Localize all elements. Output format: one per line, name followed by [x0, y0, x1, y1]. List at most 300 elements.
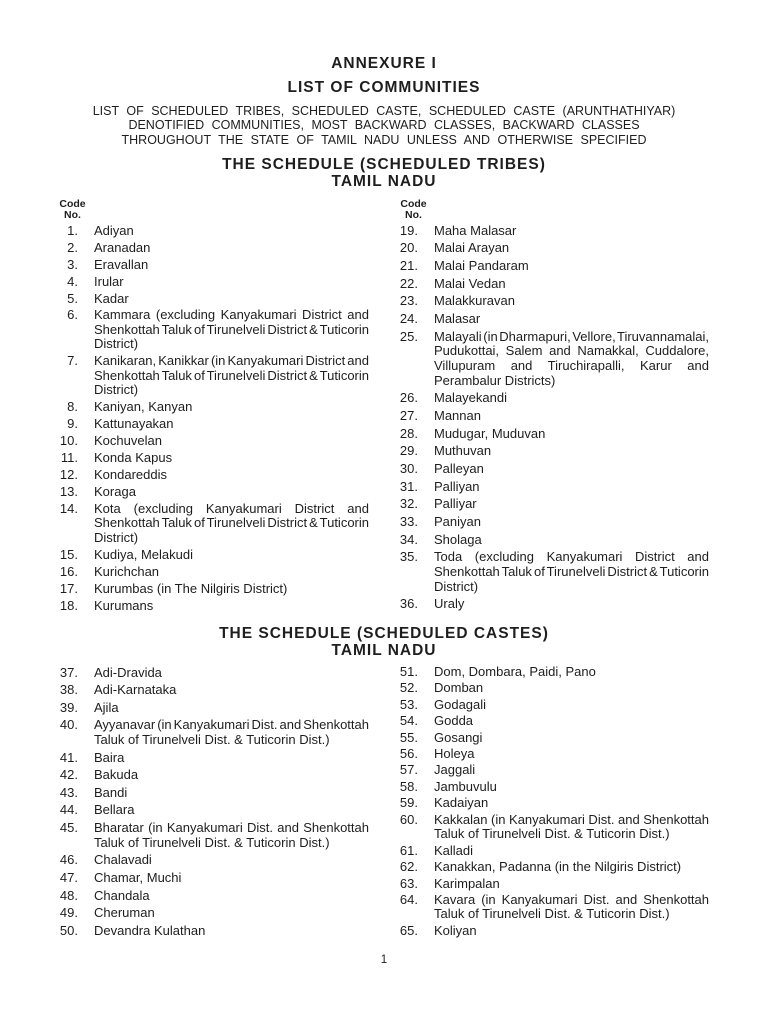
st-heading-state: TAMIL NADU [331, 172, 437, 190]
community-name-text: Taluk of Tirunelveli Dist. & Tuticorin Dist.) [94, 732, 330, 748]
community-item [380, 877, 709, 892]
code-number: 50. [59, 922, 78, 938]
community-item [380, 597, 709, 612]
community-name-line [434, 515, 709, 530]
community-name-line [94, 870, 369, 885]
community-name-line [94, 292, 369, 307]
community-name-text: Kaniyan, Kanyan [94, 399, 193, 415]
community-item [380, 480, 709, 495]
community-name-line [94, 337, 369, 352]
community-name-text: Adiyan [94, 222, 134, 238]
no-label: No. [64, 208, 81, 221]
community-item [40, 485, 369, 500]
community-name-line [434, 580, 709, 595]
code-number: 31. [399, 478, 418, 494]
community-name-line [434, 877, 709, 892]
community-name-text: Perambalur Districts) [434, 372, 556, 388]
code-number: 43. [59, 784, 78, 800]
community-item [40, 258, 369, 273]
community-name-line [94, 717, 369, 732]
community-item [380, 813, 709, 842]
code-no-header-left [53, 199, 93, 221]
community-name-text: Taluk of Tirunelveli Dist. & Tuticorin Dist.) [434, 826, 670, 842]
community-name-line [94, 548, 369, 563]
community-name-line [94, 700, 369, 715]
code-number: 1. [67, 222, 78, 238]
community-name-text: Kurumans [94, 597, 154, 613]
community-item [380, 893, 709, 922]
code-number: 9. [67, 416, 78, 432]
community-name [94, 905, 369, 920]
community-name-line [434, 374, 709, 389]
community-name [434, 259, 709, 274]
code-number: 53. [399, 696, 418, 712]
code-number: 11. [60, 450, 78, 466]
community-item [380, 780, 709, 795]
community-name-text: Kalladi [434, 842, 474, 858]
community-name-text: Domban [434, 680, 484, 696]
community-item [40, 565, 369, 580]
code-number: 25. [399, 328, 418, 344]
community-item [380, 330, 709, 388]
code-number: 42. [59, 767, 78, 783]
community-name-line [434, 391, 709, 406]
community-name-text: Maha Malasar [434, 222, 517, 238]
community-name [434, 391, 709, 406]
community-name [434, 747, 709, 762]
community-name [434, 681, 709, 696]
community-name [94, 888, 369, 903]
community-name-text: Toda (excluding Kanyakumari District and [434, 549, 709, 565]
community-name-line [94, 785, 369, 800]
community-name [94, 599, 369, 614]
community-name [94, 275, 369, 290]
community-name-text: Shenkottah Taluk of Tirunelveli District & Tuticorin [434, 564, 709, 580]
code-number: 60. [399, 811, 418, 827]
community-name [94, 468, 369, 483]
community-name-text: Jaggali [434, 762, 476, 778]
code-number: 19. [399, 222, 418, 238]
community-item [40, 767, 369, 782]
code-number: 27. [399, 407, 418, 423]
code-number: 57. [399, 762, 418, 778]
code-number: 48. [59, 887, 78, 903]
community-item [40, 400, 369, 415]
code-number: 21. [399, 258, 418, 274]
community-name-line [94, 383, 369, 398]
community-name-text: Malayekandi [434, 390, 507, 406]
community-item [380, 747, 709, 762]
page-title: LIST OF COMMUNITIES [287, 79, 481, 96]
community-name [94, 750, 369, 765]
community-name-text: Eravallan [94, 256, 149, 272]
community-name-line [434, 827, 709, 842]
no-label: No. [405, 208, 422, 221]
community-name-line [94, 434, 369, 449]
community-name-text: Bakuda [94, 767, 139, 783]
community-name-text: Irular [94, 273, 124, 289]
community-name [434, 796, 709, 811]
community-name-line [94, 224, 369, 239]
community-item [380, 444, 709, 459]
community-name-text: Bellara [94, 802, 135, 818]
community-item [40, 434, 369, 449]
community-name [94, 852, 369, 867]
subtitle [0, 104, 768, 148]
community-name-line [94, 750, 369, 765]
community-name-text: Taluk of Tirunelveli Dist. & Tuticorin Dist.) [94, 834, 330, 850]
community-item [40, 802, 369, 817]
community-name [434, 860, 709, 875]
page-number: 1 [380, 954, 388, 966]
community-item [380, 497, 709, 512]
community-item [380, 763, 709, 778]
community-name-text: Kavara (in Kanyakumari Dist. and Shenkottah [434, 891, 709, 907]
community-name-text: Palliyan [434, 478, 480, 494]
community-name [94, 434, 369, 449]
community-name-line [94, 565, 369, 580]
community-item [40, 888, 369, 903]
code-number: 58. [399, 778, 418, 794]
st-left-column [40, 224, 369, 616]
code-number: 35. [399, 549, 418, 565]
community-name-text: Karimpalan [434, 875, 500, 891]
community-name-text: District) [94, 529, 139, 545]
code-number: 8. [67, 399, 78, 415]
community-name [434, 312, 709, 327]
community-name [94, 565, 369, 580]
code-label: Code [59, 197, 86, 210]
community-item [40, 923, 369, 938]
community-name-line [94, 905, 369, 920]
community-name-line [434, 796, 709, 811]
community-name-text: Malai Arayan [434, 240, 510, 256]
community-name-line [434, 312, 709, 327]
code-number: 54. [399, 713, 418, 729]
community-name-text: Adi-Dravida [94, 664, 162, 680]
community-name-text: Ajila [94, 699, 119, 715]
community-item [380, 312, 709, 327]
community-name [434, 698, 709, 713]
community-name [434, 497, 709, 512]
sc-heading-state: TAMIL NADU [331, 641, 437, 659]
community-item [40, 224, 369, 239]
community-name-line [94, 369, 369, 384]
community-name-text: Shenkottah Taluk of Tirunelveli District & Tuticorin [94, 515, 369, 531]
community-name-line [94, 820, 369, 835]
community-name [94, 451, 369, 466]
community-name-text: District) [94, 382, 139, 398]
community-item [380, 391, 709, 406]
community-name-text: Villupuram and Tiruchirapalli, Karur and [434, 358, 709, 373]
community-name-text: Konda Kapus [94, 450, 173, 466]
code-number: 49. [59, 905, 78, 921]
community-name-line [94, 451, 369, 466]
subtitle-line: THROUGHOUT THE STATE OF TAMIL NADU UNLESS AND OTHERWISE SPECIFIED [121, 132, 647, 147]
community-item [40, 682, 369, 697]
community-name-line [434, 763, 709, 778]
community-name-text: Malasar [434, 311, 481, 327]
community-name-line [434, 480, 709, 495]
code-number: 41. [59, 749, 78, 765]
community-name-line [434, 681, 709, 696]
community-item [40, 241, 369, 256]
community-name-text: Palleyan [434, 461, 484, 477]
community-name-line [434, 497, 709, 512]
community-name-line [434, 565, 709, 580]
community-name-line [434, 427, 709, 442]
community-name-line [94, 888, 369, 903]
community-name [434, 893, 709, 922]
code-number: 51. [399, 663, 418, 679]
community-name-line [434, 294, 709, 309]
community-name-line [94, 417, 369, 432]
community-name [94, 682, 369, 697]
community-item [40, 468, 369, 483]
community-item [380, 294, 709, 309]
community-item [380, 844, 709, 859]
community-name-line [94, 732, 369, 747]
code-number: 15. [59, 546, 78, 562]
community-name [94, 400, 369, 415]
community-name-line [94, 665, 369, 680]
code-number: 23. [399, 293, 418, 309]
community-name-line [434, 780, 709, 795]
community-name-text: Baira [94, 749, 125, 765]
code-number: 40. [59, 717, 78, 733]
community-name [434, 924, 709, 939]
community-item [40, 548, 369, 563]
annexure-heading: ANNEXURE I [331, 55, 437, 72]
community-name-line [434, 462, 709, 477]
community-name [434, 294, 709, 309]
community-name [94, 548, 369, 563]
code-number: 56. [399, 745, 418, 761]
community-name-line [434, 714, 709, 729]
community-item [40, 599, 369, 614]
community-item [40, 700, 369, 715]
code-number: 18. [59, 597, 78, 613]
code-number: 17. [59, 580, 78, 596]
community-name-text: Muthuvan [434, 443, 492, 459]
community-item [380, 259, 709, 274]
st-schedule-heading [0, 156, 768, 190]
community-name [94, 241, 369, 256]
community-name-line [94, 241, 369, 256]
community-name-text: Shenkottah Taluk of Tirunelveli District & Tuticorin [94, 367, 369, 383]
community-name [94, 417, 369, 432]
community-name-text: Chandala [94, 887, 150, 903]
code-number: 36. [399, 596, 418, 612]
community-name-text: Chamar, Muchi [94, 869, 182, 885]
community-name [94, 717, 369, 747]
community-name-line [94, 354, 369, 369]
community-name [94, 700, 369, 715]
community-name-line [94, 682, 369, 697]
community-item [40, 417, 369, 432]
community-name-line [434, 907, 709, 922]
code-number: 22. [399, 275, 418, 291]
community-name [434, 409, 709, 424]
code-number: 61. [399, 842, 418, 858]
community-name-line [434, 731, 709, 746]
code-number: 20. [399, 240, 418, 256]
community-name-line [94, 275, 369, 290]
community-name-text: Holeya [434, 745, 475, 761]
community-name [94, 582, 369, 597]
community-name-text: Aranadan [94, 239, 151, 255]
community-item [380, 277, 709, 292]
community-item [380, 924, 709, 939]
community-name-text: Koliyan [434, 922, 477, 938]
community-name-text: Kattunayakan [94, 416, 174, 432]
code-number: 34. [399, 531, 418, 547]
community-name [94, 308, 369, 352]
community-name-line [94, 468, 369, 483]
community-name-line [434, 665, 709, 680]
community-name-line [94, 599, 369, 614]
community-name [434, 877, 709, 892]
community-name-text: Kurichchan [94, 563, 160, 579]
code-number: 37. [59, 664, 78, 680]
code-number: 16. [59, 563, 78, 579]
community-name [434, 665, 709, 680]
community-name-text: Kondareddis [94, 467, 167, 483]
community-name-line [434, 344, 709, 359]
community-item [40, 750, 369, 765]
community-name [434, 714, 709, 729]
community-name-text: Pudukottai, Salem and Namakkal, Cuddalore, [434, 343, 709, 359]
community-name-line [434, 924, 709, 939]
community-item [380, 241, 709, 256]
community-name-text: Kadar [94, 290, 129, 306]
community-name-text: Kudiya, Melakudi [94, 546, 193, 562]
community-name [94, 785, 369, 800]
code-no-header-right [394, 199, 434, 221]
community-name-line [94, 767, 369, 782]
community-name-text: Cheruman [94, 905, 155, 921]
code-number: 10. [59, 433, 78, 449]
code-number: 64. [399, 891, 418, 907]
subtitle-line: LIST OF SCHEDULED TRIBES, SCHEDULED CASTE, SCHEDULED CASTE (ARUNTHATHIYAR) [92, 103, 676, 118]
community-name-line [434, 813, 709, 828]
community-name-text: Jambuvulu [434, 778, 497, 794]
community-item [380, 698, 709, 713]
community-name-line [94, 923, 369, 938]
community-name-line [434, 844, 709, 859]
community-name-line [94, 582, 369, 597]
community-name-text: Bandi [94, 784, 128, 800]
community-name-line [94, 323, 369, 338]
community-name-line [434, 330, 709, 345]
community-item [40, 665, 369, 680]
code-number: 30. [399, 461, 418, 477]
community-name [434, 480, 709, 495]
community-item [380, 462, 709, 477]
community-item [380, 665, 709, 680]
community-item [40, 820, 369, 850]
community-name-line [434, 747, 709, 762]
code-number: 12. [59, 467, 78, 483]
community-name-text: Kanakkan, Padanna (in the Nilgiris District) [434, 859, 682, 875]
community-name [434, 597, 709, 612]
community-item [380, 681, 709, 696]
community-name-text: Uraly [434, 596, 465, 612]
community-name-text: Mudugar, Muduvan [434, 425, 546, 441]
code-number: 46. [59, 852, 78, 868]
code-number: 4. [67, 273, 78, 289]
st-heading-title: THE SCHEDULE (SCHEDULED TRIBES) [222, 155, 546, 173]
community-name [434, 427, 709, 442]
community-item [40, 308, 369, 352]
community-name-text: Paniyan [434, 514, 481, 530]
community-name-text: Adi-Karnataka [94, 682, 177, 698]
community-name-line [94, 502, 369, 517]
community-name-line [434, 224, 709, 239]
community-name-line [434, 277, 709, 292]
code-label: Code [400, 197, 427, 210]
community-name-text: Kochuvelan [94, 433, 162, 449]
community-name-text: Kanikaran, Kanikkar (in Kanyakumari District and [94, 353, 369, 369]
community-item [380, 796, 709, 811]
community-name [434, 277, 709, 292]
community-name [94, 767, 369, 782]
community-name [434, 224, 709, 239]
sc-schedule-heading [0, 625, 768, 659]
community-name-line [94, 835, 369, 850]
community-name-line [434, 698, 709, 713]
community-name-line [434, 359, 709, 374]
community-item [380, 224, 709, 239]
code-number: 38. [59, 682, 78, 698]
community-name-line [434, 533, 709, 548]
community-name-line [94, 485, 369, 500]
community-name [94, 923, 369, 938]
community-name [434, 550, 709, 594]
community-item [40, 502, 369, 546]
sc-heading-title: THE SCHEDULE (SCHEDULED CASTES) [219, 624, 549, 642]
code-number: 5. [67, 290, 78, 306]
community-name-text: Kadaiyan [434, 795, 489, 811]
community-name-line [434, 860, 709, 875]
community-name [94, 224, 369, 239]
community-name-text: Malayali (in Dharmapuri, Vellore, Tiruvannamalai, [434, 328, 709, 344]
community-name-line [434, 444, 709, 459]
code-number: 28. [399, 425, 418, 441]
code-number: 29. [399, 443, 418, 459]
code-number: 26. [399, 390, 418, 406]
community-name-line [94, 308, 369, 323]
community-item [40, 275, 369, 290]
community-name-text: Kota (excluding Kanyakumari District and [94, 500, 369, 516]
community-name-text: Kurumbas (in The Nilgiris District) [94, 580, 288, 596]
community-name-text: Dom, Dombara, Paidi, Pano [434, 663, 596, 679]
community-name-line [94, 531, 369, 546]
community-name [94, 292, 369, 307]
community-name-text: Taluk of Tirunelveli Dist. & Tuticorin Dist.) [434, 906, 670, 922]
community-name [94, 820, 369, 850]
community-name-line [434, 893, 709, 908]
community-name [94, 258, 369, 273]
code-number: 65. [399, 922, 418, 938]
community-name [94, 485, 369, 500]
community-name-text: Devandra Kulathan [94, 922, 206, 938]
community-item [40, 852, 369, 867]
community-name [94, 354, 369, 398]
community-name [94, 665, 369, 680]
subtitle-line: DENOTIFIED COMMUNITIES, MOST BACKWARD CLASSES, BACKWARD CLASSES [128, 118, 640, 133]
code-number: 2. [67, 239, 78, 255]
